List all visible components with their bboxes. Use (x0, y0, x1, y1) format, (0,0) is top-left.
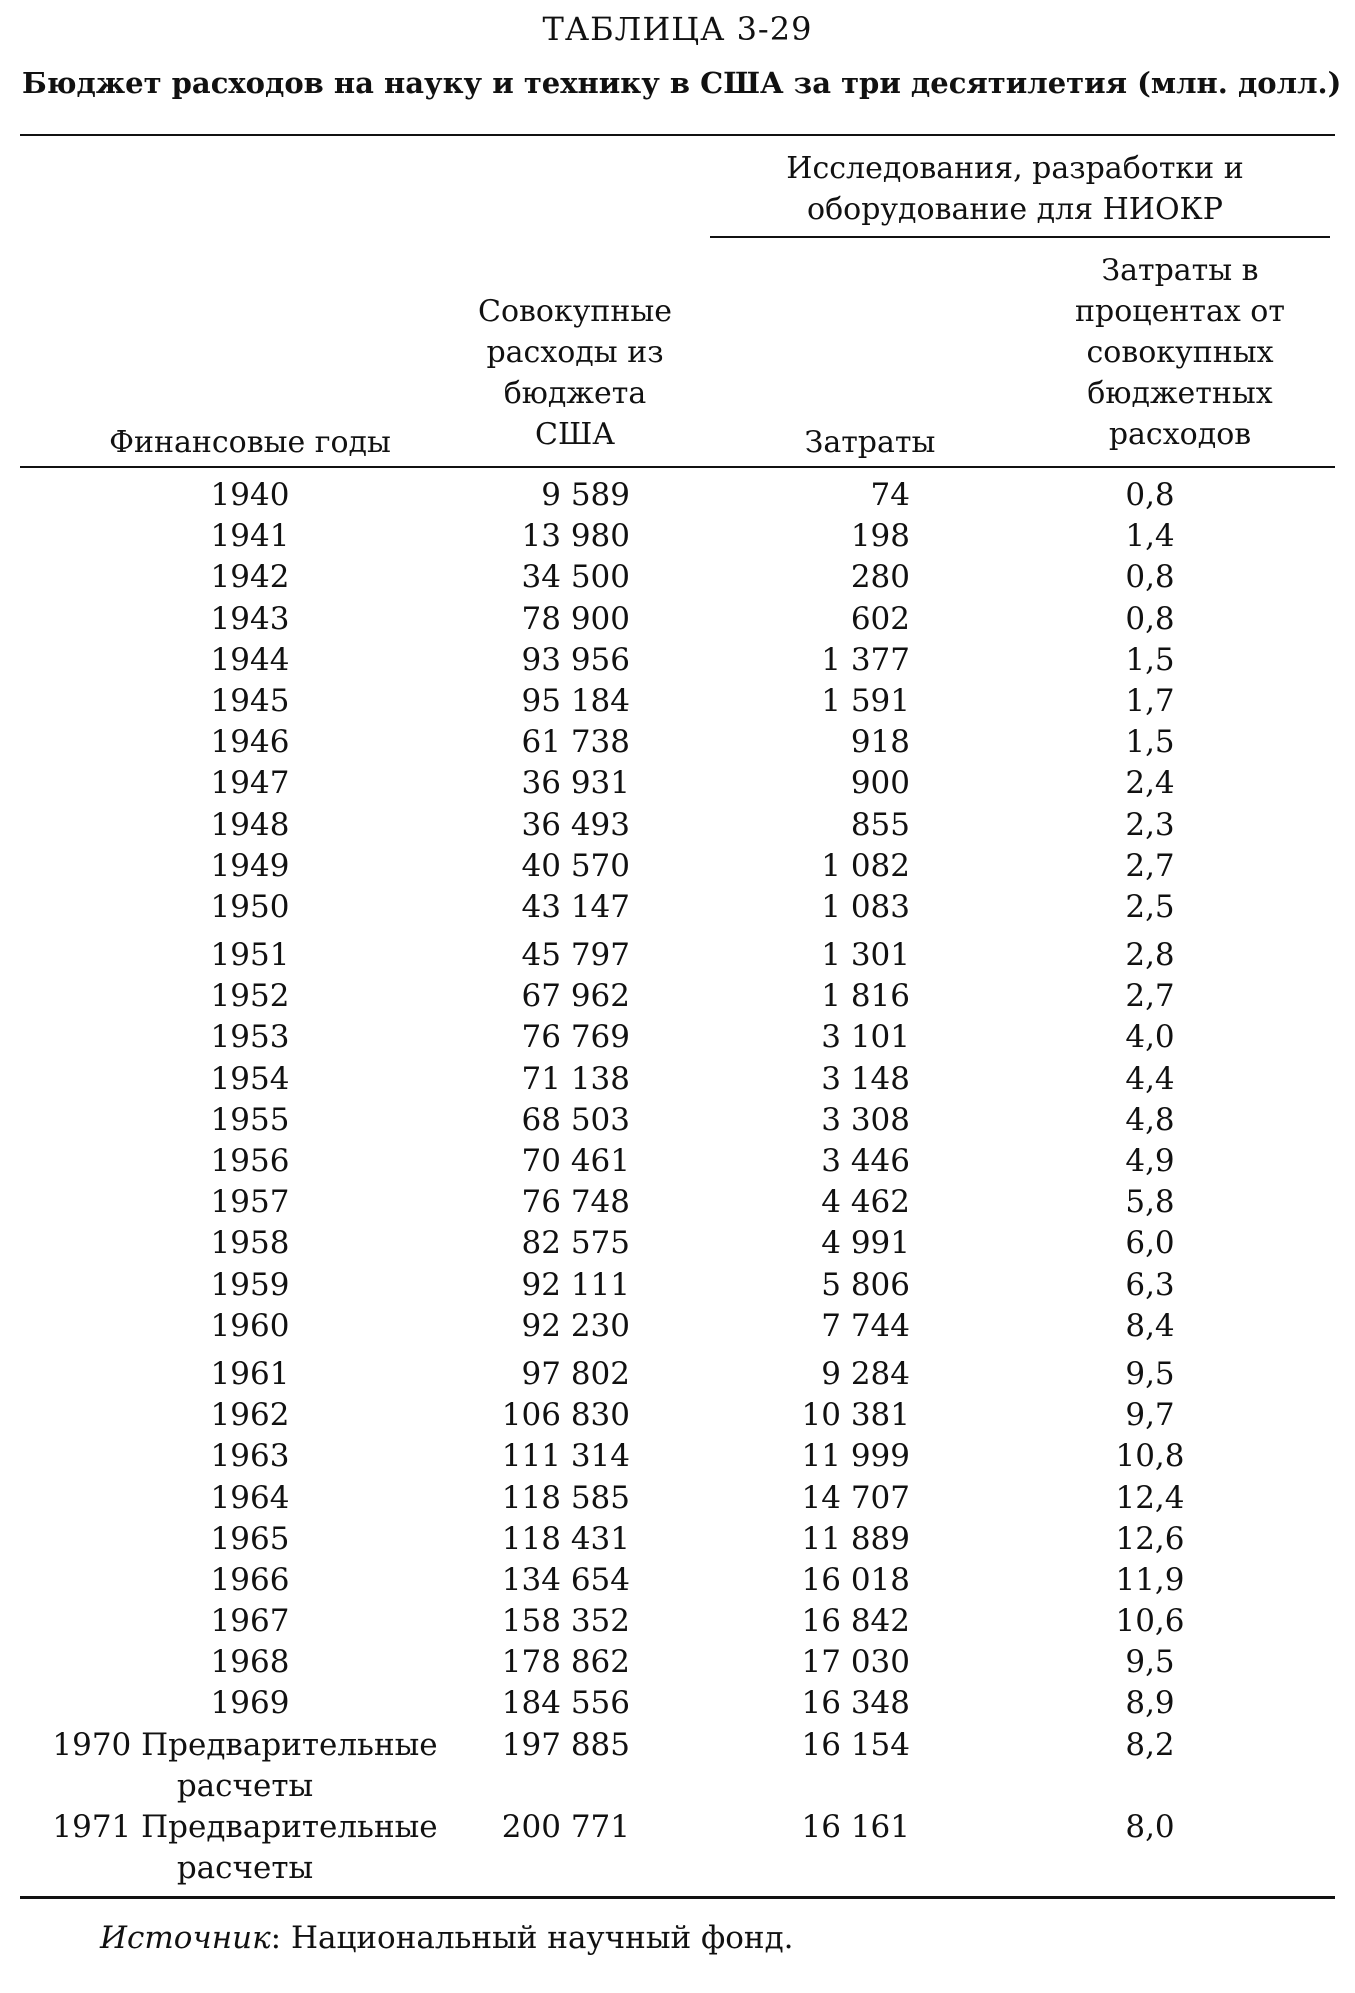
cell-pct: 8,9 (1125, 1685, 1175, 1722)
table-row (0, 722, 1355, 763)
cell-total: 36 493 (521, 806, 630, 843)
cell-spend: 10 381 (801, 1397, 910, 1434)
table-row (0, 1807, 1355, 1889)
table-row (0, 1478, 1355, 1519)
cell-spend: 855 (850, 806, 910, 843)
cell-year: 1955 (210, 1101, 290, 1138)
table-row (0, 516, 1355, 557)
table-row (0, 846, 1355, 887)
cell-total: 76 748 (521, 1184, 630, 1221)
cell-year: 1970 Предварительные расчеты (52, 1726, 438, 1804)
cell-pct: 1,5 (1125, 641, 1175, 678)
cell-total: 93 956 (521, 641, 630, 678)
header-pct-line: совокупных (1086, 335, 1274, 370)
cell-spend: 1 377 (821, 641, 910, 678)
header-spend: Затраты (804, 425, 936, 460)
cell-spend: 3 308 (821, 1101, 910, 1138)
cell-year: 1961 (210, 1355, 290, 1392)
cell-pct: 10,6 (1115, 1603, 1185, 1640)
cell-spend: 9 284 (821, 1355, 910, 1392)
cell-pct: 2,8 (1125, 937, 1175, 974)
cell-pct: 2,7 (1125, 847, 1175, 884)
cell-total: 118 585 (501, 1479, 630, 1516)
table-row (0, 1395, 1355, 1436)
table-row (0, 1141, 1355, 1182)
cell-year: 1966 (210, 1561, 290, 1598)
cell-year: 1943 (210, 600, 290, 637)
cell-pct: 5,8 (1125, 1184, 1175, 1221)
cell-pct: 1,4 (1125, 518, 1175, 555)
cell-spend: 17 030 (801, 1644, 910, 1681)
cell-total: 43 147 (521, 888, 630, 925)
cell-total: 36 931 (521, 765, 630, 802)
source-note (100, 1920, 794, 1956)
cell-pct: 8,4 (1125, 1307, 1175, 1344)
cell-pct: 2,5 (1125, 888, 1175, 925)
cell-total: 92 111 (521, 1266, 630, 1303)
cell-total: 118 431 (501, 1520, 630, 1557)
header-pct (1030, 250, 1330, 455)
header-years: Финансовые годы (109, 425, 391, 460)
table-row (0, 599, 1355, 640)
table-row (0, 976, 1355, 1017)
cell-spend: 16 154 (801, 1726, 910, 1763)
cell-pct: 6,3 (1125, 1266, 1175, 1303)
cell-total: 67 962 (521, 978, 630, 1015)
cell-total: 184 556 (501, 1685, 630, 1722)
cell-spend: 198 (850, 518, 910, 555)
cell-year: 1959 (210, 1266, 290, 1303)
cell-spend: 74 (870, 477, 910, 513)
table-row (0, 475, 1355, 516)
cell-total: 9 589 (541, 477, 630, 513)
table-row (0, 1683, 1355, 1724)
cell-year: 1965 (210, 1520, 290, 1557)
cell-year: 1968 (210, 1644, 290, 1681)
cell-year: 1948 (210, 806, 290, 843)
cell-year: 1953 (210, 1019, 290, 1056)
top-rule (20, 134, 1335, 136)
cell-year: 1950 (210, 888, 290, 925)
cell-year: 1967 (210, 1603, 290, 1640)
header-group-line: оборудование для НИОКР (807, 192, 1223, 227)
cell-year: 1964 (210, 1479, 290, 1516)
cell-pct: 2,7 (1125, 978, 1175, 1015)
cell-total: 68 503 (521, 1101, 630, 1138)
cell-total: 106 830 (501, 1397, 630, 1434)
source-text: : Национальный научный фонд. (270, 1920, 794, 1956)
table-row (0, 1059, 1355, 1100)
cell-spend: 16 161 (801, 1808, 910, 1845)
cell-pct: 0,8 (1125, 600, 1175, 637)
cell-spend: 5 806 (821, 1266, 910, 1303)
header-rule (20, 466, 1335, 468)
table-row (0, 1601, 1355, 1642)
header-pct-line: процентах от (1075, 294, 1285, 329)
cell-total: 92 230 (521, 1307, 630, 1344)
table-row (0, 640, 1355, 681)
cell-spend: 16 018 (801, 1561, 910, 1598)
table-row (0, 1265, 1355, 1306)
cell-pct: 9,5 (1125, 1644, 1175, 1681)
cell-pct: 8,2 (1125, 1726, 1175, 1763)
cell-total: 111 314 (501, 1438, 630, 1475)
table-row (0, 1100, 1355, 1141)
cell-spend: 1 816 (821, 978, 910, 1015)
table-title: Бюджет расходов на науку и технику в США за три десятилетия (млн. долл.) (22, 66, 1342, 100)
cell-year: 1941 (210, 518, 290, 555)
cell-year: 1944 (210, 641, 290, 678)
header-pct-line: Затраты в (1101, 253, 1259, 288)
cell-year: 1949 (210, 847, 290, 884)
cell-pct: 2,4 (1125, 765, 1175, 802)
cell-total: 178 862 (501, 1644, 630, 1681)
cell-total: 76 769 (521, 1019, 630, 1056)
cell-pct: 10,8 (1115, 1438, 1185, 1475)
table-row (0, 1306, 1355, 1347)
source-label: Источник (100, 1920, 271, 1956)
cell-pct: 6,0 (1125, 1225, 1175, 1262)
cell-year: 1951 (210, 937, 290, 974)
cell-pct: 11,9 (1115, 1561, 1185, 1598)
cell-year: 1971 Предварительные расчеты (52, 1808, 438, 1886)
cell-spend: 602 (850, 600, 910, 637)
cell-total: 13 980 (521, 518, 630, 555)
table-row (0, 1436, 1355, 1477)
cell-pct: 4,0 (1125, 1019, 1175, 1056)
table-row (0, 1642, 1355, 1683)
cell-total: 61 738 (521, 724, 630, 761)
table-label: ТАБЛИЦА 3-29 (542, 10, 813, 48)
header-total-line: бюджета (503, 376, 647, 411)
table-body (0, 475, 1355, 1889)
cell-pct: 1,7 (1125, 682, 1175, 719)
cell-year: 1958 (210, 1225, 290, 1262)
cell-spend: 4 462 (821, 1184, 910, 1221)
table-row (0, 1182, 1355, 1223)
cell-pct: 8,0 (1125, 1808, 1175, 1845)
cell-spend: 11 889 (801, 1520, 910, 1557)
header-pct-line: расходов (1108, 417, 1252, 452)
cell-pct: 9,5 (1125, 1355, 1175, 1392)
table-row (0, 1223, 1355, 1264)
cell-total: 97 802 (521, 1355, 630, 1392)
cell-total: 158 352 (501, 1603, 630, 1640)
table-row (0, 557, 1355, 598)
cell-spend: 918 (850, 724, 910, 761)
cell-pct: 12,6 (1115, 1520, 1185, 1557)
cell-year: 1947 (210, 765, 290, 802)
header-total-line: Совокупные (478, 294, 672, 329)
header-total (450, 291, 700, 455)
cell-total: 134 654 (501, 1561, 630, 1598)
cell-spend: 16 348 (801, 1685, 910, 1722)
cell-year: 1945 (210, 682, 290, 719)
cell-spend: 1 591 (821, 682, 910, 719)
cell-spend: 11 999 (801, 1438, 910, 1475)
cell-total: 45 797 (521, 937, 630, 974)
header-group (710, 148, 1320, 230)
cell-total: 82 575 (521, 1225, 630, 1262)
cell-pct: 9,7 (1125, 1397, 1175, 1434)
cell-year: 1946 (210, 724, 290, 761)
cell-total: 71 138 (521, 1060, 630, 1097)
cell-total: 40 570 (521, 847, 630, 884)
cell-total: 197 885 (501, 1726, 630, 1763)
table-row (0, 763, 1355, 804)
cell-year: 1956 (210, 1143, 290, 1179)
cell-pct: 2,3 (1125, 806, 1175, 843)
table-row (0, 1017, 1355, 1058)
cell-spend: 1 082 (821, 847, 910, 884)
cell-pct: 1,5 (1125, 724, 1175, 761)
cell-spend: 1 301 (821, 937, 910, 974)
table-row (0, 1354, 1355, 1395)
table-row (0, 805, 1355, 846)
cell-pct: 4,8 (1125, 1101, 1175, 1138)
cell-year: 1960 (210, 1307, 290, 1344)
bottom-rule (20, 1896, 1335, 1899)
cell-year: 1954 (210, 1060, 290, 1097)
cell-pct: 12,4 (1115, 1479, 1185, 1516)
header-total-line: расходы из (486, 335, 664, 370)
cell-spend: 3 446 (821, 1143, 910, 1179)
table-row (0, 681, 1355, 722)
cell-spend: 3 101 (821, 1019, 910, 1056)
cell-total: 70 461 (521, 1143, 630, 1179)
cell-spend: 16 842 (801, 1603, 910, 1640)
header-pct-line: бюджетных (1087, 376, 1273, 411)
cell-spend: 280 (850, 559, 910, 596)
cell-total: 200 771 (501, 1808, 630, 1845)
cell-spend: 14 707 (801, 1479, 910, 1516)
table-row (0, 1725, 1355, 1807)
cell-total: 95 184 (521, 682, 630, 719)
header-group-line: Исследования, разработки и (786, 151, 1244, 186)
cell-pct: 4,4 (1125, 1060, 1175, 1097)
header-total-line: США (535, 417, 615, 452)
cell-spend: 3 148 (821, 1060, 910, 1097)
cell-total: 78 900 (521, 600, 630, 637)
table-row (0, 887, 1355, 928)
table-row (0, 1560, 1355, 1601)
cell-year: 1942 (210, 559, 290, 596)
cell-pct: 4,9 (1125, 1143, 1175, 1179)
cell-spend: 900 (850, 765, 910, 802)
cell-year: 1969 (210, 1685, 290, 1722)
cell-spend: 7 744 (821, 1307, 910, 1344)
cell-year: 1940 (210, 477, 290, 513)
cell-pct: 0,8 (1125, 559, 1175, 596)
cell-total: 34 500 (521, 559, 630, 596)
group-rule (710, 236, 1330, 238)
cell-year: 1962 (210, 1397, 290, 1434)
cell-pct: 0,8 (1125, 477, 1175, 513)
cell-spend: 1 083 (821, 888, 910, 925)
cell-year: 1957 (210, 1184, 290, 1221)
cell-year: 1963 (210, 1438, 290, 1475)
cell-spend: 4 991 (821, 1225, 910, 1262)
cell-year: 1952 (210, 978, 290, 1015)
table-row (0, 1519, 1355, 1560)
table-row (0, 935, 1355, 976)
